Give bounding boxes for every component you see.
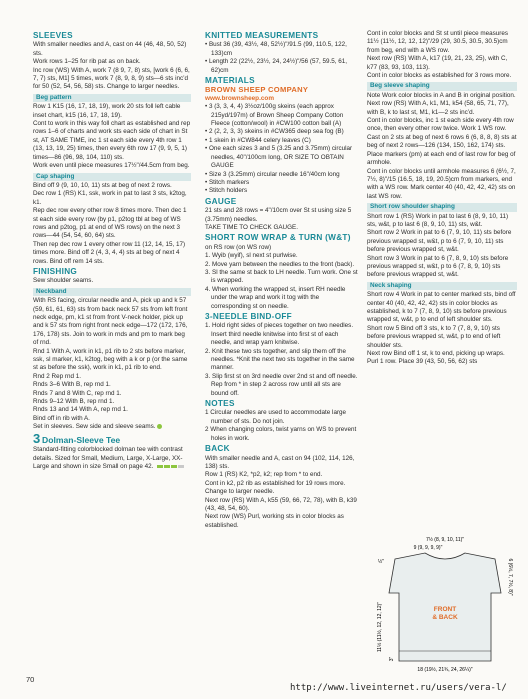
paragraph: Work rows 1–25 for rib pat as on back.: [33, 58, 141, 66]
paragraph: Rep dec row every other row 8 times more. Then dec 1 st each side every row (by p1, p2tog tbl at beg of WS rows and p2tog, p1 at end of WS rows) on the next 3 rows—44 (54, 54, 60, 64) sts.: [33, 207, 187, 240]
list-item: 1. Wyib (wyif), sl next st purlwise.: [205, 252, 298, 260]
skill-level-icon: [157, 465, 184, 468]
paragraph: Cont in color blocks until armhole measures 6 (6½, 7, 7½, 8)"/15 (16.5, 18, 19, 20.5)cm from markers, end with a WS row. Mark center 40 (40, 42, 42, 42) sts on last WS row.: [367, 167, 516, 200]
section-heading-materials: MATERIALS: [205, 76, 255, 86]
paragraph: TAKE TIME TO CHECK GAUGE.: [205, 223, 298, 231]
paragraph: Rnds 3–6 With B, rep rnd 1.: [33, 381, 111, 389]
paragraph: [33, 446, 191, 471]
section-heading-wrap-turn: SHORT ROW WRAP & TURN (W&T): [205, 233, 351, 243]
rib-label: 3": [389, 656, 395, 662]
paragraph: Next row (RS) With A, k55 (59, 66, 72, 78), with B, k39 (43, 48, 54, 60).: [205, 496, 357, 512]
column-middle: [205, 30, 360, 530]
paragraph: Short row 1 (RS) Work in pat to last 6 (8, 9, 10, 11) sts, w&t, p to last 6 (8, 9, 10, 11) sts, w&t.: [367, 212, 509, 228]
neck-width-label: 9 (9, 9, 9, 9)": [413, 545, 443, 551]
list-item: 2 When changing colors, twist yarns on WS to prevent holes in work.: [205, 426, 357, 442]
list-item: • One each sizes 3 and 5 (3.25 and 3.75mm) circular needles, 40"/100cm long, OR SIZE TO OBTAIN GAUGE: [205, 145, 353, 170]
side-length-label: 11½ (11½, 12, 12, 12)": [377, 601, 383, 653]
paragraph: Dec row 1 (RS) K1, ssk, work in pat to last 3 sts, k2tog, k1.: [33, 190, 187, 206]
list-item: • Bust 36 (39, 43½, 48, 52½)"/91.5 (99, 110.5, 122, 133)cm: [205, 41, 347, 57]
project-title: [33, 430, 191, 446]
column-right: [367, 30, 517, 367]
paragraph: Then rep dec row 1 every other row 11 (12, 14, 15, 17) times more. Bind off 2 (4, 3, 4, 4) sts at beg of next 4 rows. Bind off rem 14 sts.: [33, 240, 186, 265]
paragraph: Next row (WS) Purl, working sts in color blocks as established.: [205, 513, 344, 529]
paragraph: Row 1 K15 (16, 17, 18, 19), work 20 sts foll left cable inset chart, k15 (16, 17, 18, 19).: [33, 103, 181, 119]
set-in-text: Set in sleeves. Sew side and sleeve seams.: [33, 423, 156, 431]
paragraph: Work even until piece measures 17½"/44.5cm from beg.: [33, 162, 190, 170]
section-heading-bind-off: 3-NEEDLE BIND-OFF: [205, 312, 292, 321]
project-number: 3: [33, 430, 41, 446]
section-heading-measurements: KNITTED MEASUREMENTS: [205, 31, 319, 40]
list-item: 1 Circular needles are used to accommodate large number of sts. Do not join.: [205, 409, 347, 425]
side-top-label: ½": [378, 559, 384, 565]
list-item: • Stitch markers: [205, 178, 250, 186]
list-item: 3. Sl the same st back to LH needle. Turn work. One st is wrapped.: [205, 268, 358, 285]
schematic-label: FRONT & BACK: [432, 606, 458, 621]
subheading-short-row: Short row shoulder shaping: [367, 203, 517, 211]
subheading-cap-shaping: Cap shaping: [33, 173, 191, 181]
paragraph: With smaller needles and A, cast on 44 (46, 48, 50, 52) sts.: [33, 41, 187, 57]
armhole-label: 6 (6½, 7, 7½, 8)": [507, 558, 513, 596]
paragraph: Row 1 (RS) K2, *p2, k2; rep from * to end.: [205, 471, 323, 479]
section-heading-finishing: FINISHING: [33, 266, 78, 276]
paragraph: Cont to work in this way foll chart as established and rep rows 1–6 of charts and work sts each side of chart in St st, AT SAME TIME, inc 1 st each side every 4th row 1 (13, 13, 19, 25) times, then every 6th row 17 (9, 9, 5, 1) times—86 (96, 98, 104, 110) sts.: [33, 120, 191, 161]
paragraph: Cont in k2, p2 rib as established for 19 rows more. Change to larger needle.: [205, 479, 346, 496]
list-item: • 2 (2, 2, 3, 3) skeins in #CW365 deep sea fog (B): [205, 128, 344, 136]
paragraph: Short row 2 Work in pat to 6 (7, 9, 10, 11) sts before previous wrapped st, w&t, p to 6 (7, 9, 10, 11) sts before previous wrapped st, w&t.: [367, 229, 512, 254]
list-item: • 1 skein in #CW844 celery leaves (C): [205, 136, 311, 144]
top-width-label: 7½ (8, 9, 10, 11)": [425, 537, 465, 543]
list-item: • Stitch holders: [205, 187, 248, 195]
subheading-neckband: Neckband: [33, 288, 191, 296]
bottom-width-label: 18 (19½, 21¾, 24, 26¼)": [417, 667, 473, 673]
column-left: [33, 30, 191, 471]
paragraph: Cont in color blocks, inc 1 st each side every 4th row once, then every other row twice. Work 1 WS row. Cast on 2 sts at beg of next 6 rows 6 (6, 8, 8, 8) sts at beg of next 2 rows—126 (134, 150, 162, 174) sts. Place markers (pm) at each end of last row for beg of armhole.: [367, 117, 517, 167]
end-mark-icon: [157, 424, 162, 429]
list-item: • Length 22 (22½, 23½, 24, 24½)"/56 (57, 59.5, 61, 62)cm: [205, 58, 348, 74]
paragraph: Bind off 9 (9, 10, 10, 11) sts at beg of next 2 rows.: [33, 181, 172, 189]
brand-url: www.brownsheep.com: [205, 94, 275, 102]
paragraph: Short row 5 Bind off 3 sts, k to 7 (7, 8, 9, 10) sts before previous wrapped st, w&t, p to end of left shoulder sts.: [367, 324, 501, 349]
page-number: 70: [26, 675, 35, 684]
paragraph: Rnds 7 and 8 With C, rep rnd 1.: [33, 389, 122, 397]
section-heading-back: BACK: [205, 444, 230, 454]
paragraph: Next row (RS) With A, k17 (19, 21, 23, 25), with C, k77 (83, 93, 103, 113).: [367, 55, 508, 71]
paragraph: Sew shoulder seams.: [33, 277, 94, 285]
list-item: • Size 3 (3.25mm) circular needle 16"/40cm long: [205, 170, 340, 178]
schematic-svg: [373, 537, 523, 675]
paragraph: Next row (RS) With A, k1, M1, k54 (58, 65, 71, 77), with B, k to last st, M1, k1—2 sts inc’d.: [367, 100, 509, 116]
section-heading-notes: NOTES: [205, 399, 235, 409]
subheading-beg-sleeve-shaping: Beg sleeve shaping: [367, 82, 517, 90]
paragraph: 21 sts and 28 rows = 4"/10cm over St st using size 5 (3.75mm) needles.: [205, 207, 352, 223]
paragraph: Short row 3 Work in pat to 6 (7, 8, 9, 10) sts before previous wrapped st, w&t, p to 6 (7, 8, 9, 10) sts before previous wrapped st, w&t.: [367, 254, 509, 279]
list-item: 2. Knit these two sts together, and slip them off the needles. *Knit the next two sts together in the same manner.: [205, 347, 355, 372]
paragraph: Note Work color blocks in A and B in original position.: [367, 91, 516, 99]
garment-schematic: [373, 537, 523, 675]
paragraph: Rnd 1 With A, work in k1, p1 rib to 2 sts before marker, ssk, sl marker, k1, k2tog, beg with a k or p (or the same st as before the ssk), work in k1, p1 rib to end.: [33, 347, 188, 372]
subheading-neck-shaping: Neck shaping: [367, 282, 517, 290]
subheading-beg-pattern: Beg pattern: [33, 94, 191, 102]
paragraph: With RS facing, circular needle and A, pick up and k 57 (59, 61, 61, 63) sts from back neck 57 sts from left front neck edge, pm, k1 st from front V-neck holder, pick up and k 57 sts from right front neck edge—172 (172, 176, 176, 178) sts. Join to work in rnds and pm to mark beg of rnd.: [33, 297, 188, 347]
list-item: 4. When working the wrapped st, insert RH needle under the wrap and work it tog with the corresponding st on needle.: [205, 285, 346, 310]
watermark: http://www.liveinternet.ru/users/vera-l/: [290, 683, 507, 693]
project-name: Dolman-Sleeve Tee: [41, 434, 121, 445]
list-item: • 3 (3, 3, 4, 4) 3½oz/100g skeins (each approx 215yd/197m) of Brown Sheep Company Cotton Fleece (cotton/wool) in #CW100 cotton ball (A): [205, 103, 344, 128]
section-heading-sleeves: SLEEVES: [33, 31, 73, 40]
paragraph: Inc row (WS) With A, work 7 (8 9, 7, 8) sts, [work 6 (6, 6, 7, 7) sts, M1] 5 times, work 7 (8, 9, 8, 9) sts—6 sts inc’d for 50 (52, 54, 56, 58) sts. Change to larger needles.: [33, 66, 190, 91]
brand-name: BROWN SHEEP COMPANY: [205, 85, 309, 95]
list-item: 1. Hold right sides of pieces together on two needles. Insert third needle knitwise into first st of each needle, and wrap yarn knitwise.: [205, 322, 354, 347]
paragraph: Rnds 9–12 With B, rep rnd 1.: [33, 398, 115, 406]
paragraph: Cont in color blocks and St st until piece measures 11½ (11½, 12, 12, 12)"/29 (29, 30.5, 30.5, 30.5)cm from beg, end with a WS row.: [367, 30, 509, 54]
paragraph: Rnds 13 and 14 With A, rep rnd 1.: [33, 406, 128, 414]
paragraph: Cont in color blocks as established for 3 rows more.: [367, 72, 512, 80]
intro-text: Standard-fitting colorblocked dolman tee with contrast details. Sized for Small, Medium, Large, X-Large, XX-Large and shown in size Small on page 42.: [33, 446, 183, 470]
paragraph: Bind off in rib with A.: [33, 414, 90, 422]
section-heading-gauge: GAUGE: [205, 196, 237, 206]
paragraph: on RS row (on WS row): [205, 243, 272, 251]
paragraph: Short row 4 Work in pat to center marked sts, bind off center 40 (40, 42, 42, 42) sts in color blocks as established, k to 7 (7, 8, 9, 10) sts before previous wrapped st, w&t, p to end of left shoulder sts.: [367, 291, 516, 324]
paragraph: [33, 423, 191, 431]
paragraph: Rnd 2 Rep rnd 1.: [33, 372, 81, 380]
list-item: 3. Slip first st on 3rd needle over 2nd st and off needle. Rep from * in step 2 across row until all sts are bound off.: [205, 372, 358, 397]
paragraph: With smaller needle and A, cast on 94 (102, 114, 126, 138) sts.: [205, 454, 355, 470]
paragraph: Next row Bind off 1 st, k to end, picking up wraps. Purl 1 row. Place 39 (43, 50, 56, 62) sts: [367, 350, 505, 366]
list-item: 2. Move yarn between the needles to the front (back).: [205, 260, 355, 268]
